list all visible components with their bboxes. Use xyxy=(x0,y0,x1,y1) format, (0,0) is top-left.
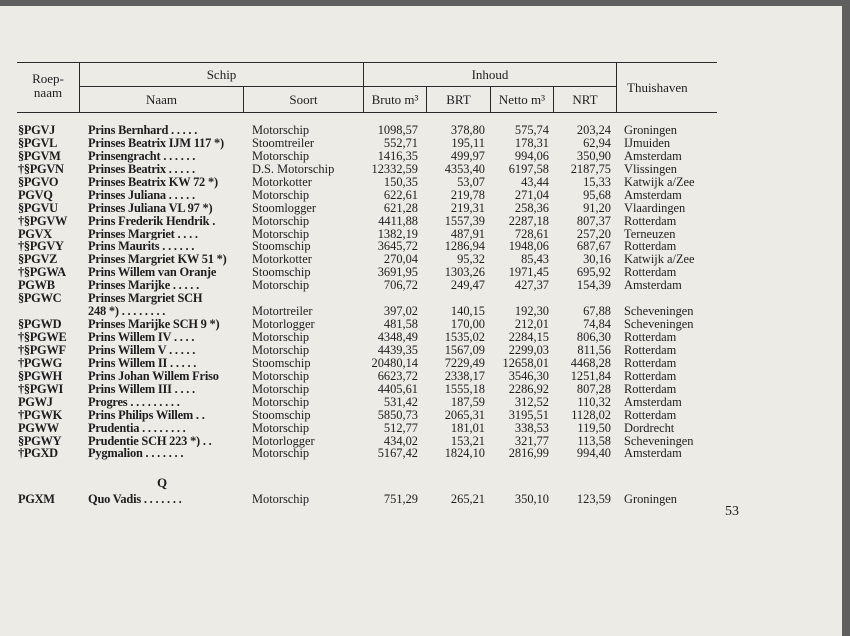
bruto-cell: 621,28 xyxy=(383,200,418,215)
naam-cell: Quo Vadis . . . . . . . xyxy=(88,493,182,506)
brt-cell: 95,32 xyxy=(457,252,485,267)
table-row xyxy=(0,292,842,305)
brt-cell: 1286,94 xyxy=(444,239,485,254)
naam-cell: Pygmalion . . . . . . . xyxy=(88,447,184,461)
netto-cell: 43,44 xyxy=(521,174,549,189)
roepnaam-cell: †§PGWE xyxy=(18,330,67,344)
brt-cell: 1555,18 xyxy=(444,381,485,396)
header-thuishaven: Thuishaven xyxy=(627,80,688,95)
roepnaam-cell: §PGVL xyxy=(18,135,58,150)
bruto-cell: 20480,14 xyxy=(371,355,418,370)
table-row xyxy=(0,240,842,253)
header-soort: Soort xyxy=(289,92,318,107)
nrt-cell: 110,32 xyxy=(577,394,611,409)
brt-cell: 499,97 xyxy=(450,148,485,163)
bruto-cell: 12332,59 xyxy=(371,161,418,176)
table-row xyxy=(0,344,842,357)
brt-cell: 187,59 xyxy=(450,394,485,409)
roepnaam-cell: §PGVZ xyxy=(18,252,58,267)
bruto-cell: 5850,73 xyxy=(377,407,418,422)
naam-cell: Prins Willem van Oranje xyxy=(88,266,217,280)
nrt-cell: 1251,84 xyxy=(570,368,611,383)
naam-cell: Prins Willem II . . . . . xyxy=(88,356,197,370)
bruto-cell: 1382,19 xyxy=(377,226,418,241)
soort-cell: Motorschip xyxy=(252,330,310,344)
nrt-cell: 811,56 xyxy=(577,342,611,357)
naam-cell: 248 *) . . . . . . . . xyxy=(88,305,166,319)
header-divider xyxy=(616,62,617,112)
nrt-cell: 113,58 xyxy=(577,433,611,448)
nrt-cell: 95,68 xyxy=(583,187,611,202)
netto-cell: 212,01 xyxy=(514,317,549,332)
bruto-cell: 6623,72 xyxy=(377,368,418,383)
soort-cell: Motorlogger xyxy=(252,433,315,448)
brt-cell: 487,91 xyxy=(450,226,485,241)
nrt-cell: 119,50 xyxy=(577,420,611,435)
naam-cell: Progres . . . . . . . . . xyxy=(88,395,180,409)
netto-cell: 321,77 xyxy=(514,433,549,448)
thuishaven-cell: Terneuzen xyxy=(624,226,676,241)
nrt-cell: 91,20 xyxy=(583,200,611,215)
brt-cell: 4353,40 xyxy=(444,161,485,176)
thuishaven-cell: Vlaardingen xyxy=(624,200,686,215)
roepnaam-cell: †PGWG xyxy=(18,355,62,370)
brt-cell: 195,11 xyxy=(451,135,485,150)
document-page xyxy=(0,6,842,636)
table-row xyxy=(0,228,842,241)
ship-table-body xyxy=(0,124,842,460)
thuishaven-cell: Rotterdam xyxy=(624,265,677,280)
nrt-cell: 695,92 xyxy=(576,265,611,280)
thuishaven-cell: Rotterdam xyxy=(624,381,677,396)
naam-cell: Prinses Beatrix KW 72 *) xyxy=(88,175,218,189)
brt-cell: 265,21 xyxy=(450,492,485,506)
brt-cell: 2338,17 xyxy=(444,368,485,383)
roepnaam-cell: PGVQ xyxy=(18,187,53,202)
soort-cell: Motorschip xyxy=(252,342,310,357)
naam-cell: Prins Willem III . . . . xyxy=(88,382,195,396)
netto-cell: 575,74 xyxy=(514,123,549,137)
brt-cell: 1824,10 xyxy=(444,446,485,461)
brt-cell: 219,78 xyxy=(450,187,485,202)
brt-cell: 1535,02 xyxy=(444,330,485,344)
naam-cell: Prins Frederik Hendrik . xyxy=(88,214,216,228)
netto-cell: 12658,01 xyxy=(502,355,549,370)
bruto-cell: 622,61 xyxy=(383,187,418,202)
bruto-cell: 397,02 xyxy=(383,304,418,319)
netto-cell: 2287,18 xyxy=(508,213,549,228)
header-mid-rule xyxy=(80,86,616,87)
roepnaam-cell: PGWJ xyxy=(18,394,53,409)
soort-cell: Motorschip xyxy=(252,446,310,461)
thuishaven-cell: Scheveningen xyxy=(624,304,694,319)
thuishaven-cell: Groningen xyxy=(624,123,677,137)
soort-cell: Stoomtreiler xyxy=(252,135,314,150)
netto-cell: 2816,99 xyxy=(508,446,549,461)
soort-cell: Motorschip xyxy=(252,226,310,241)
thuishaven-cell: Rotterdam xyxy=(624,330,677,344)
thuishaven-cell: Vlissingen xyxy=(624,161,678,176)
roepnaam-cell: PGWW xyxy=(18,420,59,435)
brt-cell: 7229,49 xyxy=(444,355,485,370)
naam-cell: Prudentia . . . . . . . . xyxy=(88,421,186,435)
nrt-cell: 994,40 xyxy=(576,446,611,461)
thuishaven-cell: Amsterdam xyxy=(624,148,682,163)
brt-cell: 153,21 xyxy=(450,433,485,448)
table-row xyxy=(0,150,842,163)
roepnaam-cell: §PGWY xyxy=(18,433,62,448)
roepnaam-cell: §PGVJ xyxy=(18,123,56,137)
table-row xyxy=(0,318,842,331)
header-naam: Naam xyxy=(145,92,178,107)
roepnaam-cell: †PGXD xyxy=(18,446,58,461)
naam-cell: Prins Johan Willem Friso xyxy=(88,369,219,383)
table-row xyxy=(0,331,842,344)
table-row xyxy=(0,383,842,396)
nrt-cell: 807,37 xyxy=(576,213,611,228)
netto-cell: 6197,58 xyxy=(508,161,549,176)
roepnaam-cell: §PGWD xyxy=(18,317,62,332)
table-row xyxy=(0,202,842,215)
nrt-cell: 203,24 xyxy=(576,123,611,137)
bruto-cell: 552,71 xyxy=(383,135,418,150)
naam-cell: Prins Maurits . . . . . . xyxy=(88,240,195,254)
soort-cell: Motorschip xyxy=(252,213,310,228)
nrt-cell: 687,67 xyxy=(576,239,611,254)
roepnaam-cell: §PGVO xyxy=(18,174,59,189)
table-row xyxy=(0,305,842,318)
table-row xyxy=(0,176,842,189)
roepnaam-cell: †§PGVW xyxy=(18,213,68,228)
nrt-cell: 806,30 xyxy=(576,330,611,344)
soort-cell: Motorschip xyxy=(252,278,310,293)
netto-cell: 192,30 xyxy=(514,304,549,319)
roepnaam-cell: §PGWH xyxy=(18,368,62,383)
naam-cell: Prinses Marijke SCH 9 *) xyxy=(88,318,220,332)
roepnaam-cell: †PGWK xyxy=(18,407,62,422)
header-brt: BRT xyxy=(446,92,471,107)
netto-cell: 258,36 xyxy=(514,200,549,215)
brt-cell: 1567,09 xyxy=(444,342,485,357)
bruto-cell: 751,29 xyxy=(383,492,418,506)
thuishaven-cell: Scheveningen xyxy=(624,433,694,448)
soort-cell: Stoomschip xyxy=(252,265,311,280)
netto-cell: 85,43 xyxy=(521,252,549,267)
thuishaven-cell: Rotterdam xyxy=(624,342,677,357)
nrt-cell: 62,94 xyxy=(583,135,611,150)
naam-cell: Prinses Beatrix . . . . . xyxy=(88,162,195,176)
thuishaven-cell: Rotterdam xyxy=(624,213,677,228)
brt-cell: 219,31 xyxy=(450,200,485,215)
table-row xyxy=(0,189,842,202)
nrt-cell: 4468,28 xyxy=(570,355,611,370)
roepnaam-cell: PGXM xyxy=(18,492,55,506)
nrt-cell: 350,90 xyxy=(576,148,611,163)
roepnaam-cell: PGWB xyxy=(18,278,55,293)
roepnaam-cell: PGVX xyxy=(18,226,52,241)
bruto-cell: 1098,57 xyxy=(377,123,418,137)
bruto-cell: 512,77 xyxy=(383,420,418,435)
table-row xyxy=(0,253,842,266)
brt-cell: 249,47 xyxy=(450,278,485,293)
soort-cell: Motorkotter xyxy=(252,252,312,267)
bruto-cell: 481,58 xyxy=(383,317,418,332)
bruto-cell: 4405,61 xyxy=(377,381,418,396)
table-top-rule xyxy=(17,62,717,63)
table-row xyxy=(0,266,842,279)
soort-cell: Motorschip xyxy=(252,394,310,409)
soort-cell: Motorlogger xyxy=(252,317,315,332)
brt-cell: 1303,26 xyxy=(444,265,485,280)
soort-cell: Motorschip xyxy=(252,420,310,435)
header-inhoud: Inhoud xyxy=(471,67,509,82)
header-bruto: Bruto m³ xyxy=(371,92,419,107)
table-row xyxy=(0,435,842,448)
bruto-cell: 3645,72 xyxy=(377,239,418,254)
bruto-cell: 706,72 xyxy=(383,278,418,293)
roepnaam-cell: †§PGWA xyxy=(18,265,66,280)
soort-cell: Motorschip xyxy=(252,187,310,202)
roepnaam-cell: §PGVU xyxy=(18,200,58,215)
netto-cell: 1971,45 xyxy=(508,265,549,280)
header-schip: Schip xyxy=(206,67,237,82)
table-row xyxy=(0,357,842,370)
naam-cell: Prinses Beatrix IJM 117 *) xyxy=(88,136,224,150)
roepnaam-cell: †§PGVN xyxy=(18,161,64,176)
naam-cell: Prins Philips Willem . . xyxy=(88,408,205,422)
brt-cell: 2065,31 xyxy=(444,407,485,422)
thuishaven-cell: Dordrecht xyxy=(624,420,675,435)
nrt-cell: 74,84 xyxy=(583,317,611,332)
bruto-cell: 4348,49 xyxy=(377,330,418,344)
roepnaam-cell: §PGVM xyxy=(18,148,61,163)
thuishaven-cell: Amsterdam xyxy=(624,394,682,409)
soort-cell: Stoomschip xyxy=(252,355,311,370)
thuishaven-cell: Rotterdam xyxy=(624,368,677,383)
netto-cell: 271,04 xyxy=(514,187,549,202)
thuishaven-cell: Amsterdam xyxy=(624,187,682,202)
naam-cell: Prinses Juliana . . . . . xyxy=(88,188,195,202)
soort-cell: Stoomlogger xyxy=(252,200,317,215)
thuishaven-cell: Katwijk a/Zee xyxy=(624,174,695,189)
brt-cell: 170,00 xyxy=(450,317,485,332)
table-row xyxy=(0,396,842,409)
naam-cell: Prinses Margriet KW 51 *) xyxy=(88,253,227,267)
netto-cell: 2286,92 xyxy=(508,381,549,396)
soort-cell: Motorschip xyxy=(252,492,310,506)
nrt-cell: 2187,75 xyxy=(570,161,611,176)
naam-cell: Prinses Juliana VL 97 *) xyxy=(88,201,213,215)
table-row xyxy=(0,447,842,460)
bruto-cell: 4439,35 xyxy=(377,342,418,357)
section-letter-q: Q xyxy=(157,475,168,490)
page-number: 53 xyxy=(725,504,739,519)
netto-cell: 3195,51 xyxy=(508,407,549,422)
netto-cell: 994,06 xyxy=(514,148,549,163)
netto-cell: 427,37 xyxy=(514,278,549,293)
table-row xyxy=(0,279,842,292)
thuishaven-cell: Scheveningen xyxy=(624,317,694,332)
header-bottom-rule xyxy=(17,112,717,113)
table-row xyxy=(0,493,842,506)
soort-cell: Motorschip xyxy=(252,381,310,396)
thuishaven-cell: Rotterdam xyxy=(624,407,677,422)
nrt-cell: 30,16 xyxy=(583,252,611,267)
table-row xyxy=(0,215,842,228)
table-row xyxy=(0,409,842,422)
brt-cell: 53,07 xyxy=(457,174,485,189)
roepnaam-cell: §PGWC xyxy=(18,291,62,306)
naam-cell: Prinses Marijke . . . . . xyxy=(88,279,199,293)
soort-cell: D.S. Motorschip xyxy=(252,161,335,176)
soort-cell: Motorschip xyxy=(252,123,310,137)
netto-cell: 312,52 xyxy=(514,394,549,409)
soort-cell: Motorschip xyxy=(252,148,310,163)
nrt-cell: 123,59 xyxy=(576,492,611,506)
roepnaam-cell: †§PGWF xyxy=(18,342,66,357)
netto-cell: 350,10 xyxy=(514,492,549,506)
netto-cell: 2284,15 xyxy=(508,330,549,344)
netto-cell: 2299,03 xyxy=(508,342,549,357)
thuishaven-cell: IJmuiden xyxy=(624,135,671,150)
table-row xyxy=(0,137,842,150)
soort-cell: Motorschip xyxy=(252,368,310,383)
soort-cell: Stoomschip xyxy=(252,239,311,254)
brt-cell: 1557,39 xyxy=(444,213,485,228)
soort-cell: Stoomschip xyxy=(252,407,311,422)
naam-cell: Prudentie SCH 223 *) . . xyxy=(88,434,212,448)
soort-cell: Motorkotter xyxy=(252,174,312,189)
naam-cell: Prinsengracht . . . . . . xyxy=(88,149,196,163)
nrt-cell: 67,88 xyxy=(583,304,611,319)
netto-cell: 338,53 xyxy=(514,420,549,435)
table-row xyxy=(0,370,842,383)
bruto-cell: 434,02 xyxy=(383,433,418,448)
header-netto: Netto m³ xyxy=(498,92,546,107)
bruto-cell: 5167,42 xyxy=(377,446,418,461)
roepnaam-cell: †§PGWI xyxy=(18,381,64,396)
brt-cell: 181,01 xyxy=(450,420,485,435)
table-row xyxy=(0,163,842,176)
brt-cell: 378,80 xyxy=(450,123,485,137)
header-nrt: NRT xyxy=(572,92,598,107)
thuishaven-cell: Rotterdam xyxy=(624,355,677,370)
netto-cell: 3546,30 xyxy=(508,368,549,383)
bruto-cell: 531,42 xyxy=(383,394,418,409)
table-row xyxy=(0,124,842,137)
thuishaven-cell: Groningen xyxy=(624,492,677,506)
naam-cell: Prinses Margriet . . . . xyxy=(88,227,198,241)
naam-cell: Prins Willem V . . . . . xyxy=(88,343,196,357)
bruto-cell: 150,35 xyxy=(383,174,418,189)
naam-cell: Prinses Margriet SCH xyxy=(88,292,203,306)
nrt-cell: 807,28 xyxy=(576,381,611,396)
nrt-cell: 15,33 xyxy=(583,174,611,189)
header-roepnaam: Roep- naam xyxy=(32,71,64,100)
naam-cell: Prins Willem IV . . . . xyxy=(88,331,195,344)
soort-cell: Motortreiler xyxy=(252,304,313,319)
nrt-cell: 257,20 xyxy=(576,226,611,241)
netto-cell: 178,31 xyxy=(514,135,549,150)
bruto-cell: 1416,35 xyxy=(377,148,418,163)
bruto-cell: 270,04 xyxy=(383,252,418,267)
netto-cell: 1948,06 xyxy=(508,239,549,254)
thuishaven-cell: Amsterdam xyxy=(624,278,682,293)
thuishaven-cell: Amsterdam xyxy=(624,446,682,461)
thuishaven-cell: Rotterdam xyxy=(624,239,677,254)
bruto-cell: 3691,95 xyxy=(377,265,418,280)
roepnaam-cell: †§PGVY xyxy=(18,239,64,254)
naam-cell: Prins Bernhard . . . . . xyxy=(88,124,198,137)
nrt-cell: 1128,02 xyxy=(571,407,611,422)
netto-cell: 728,61 xyxy=(514,226,549,241)
thuishaven-cell: Katwijk a/Zee xyxy=(624,252,695,267)
table-row xyxy=(0,422,842,435)
nrt-cell: 154,39 xyxy=(576,278,611,293)
brt-cell: 140,15 xyxy=(450,304,485,319)
bruto-cell: 4411,88 xyxy=(378,213,418,228)
